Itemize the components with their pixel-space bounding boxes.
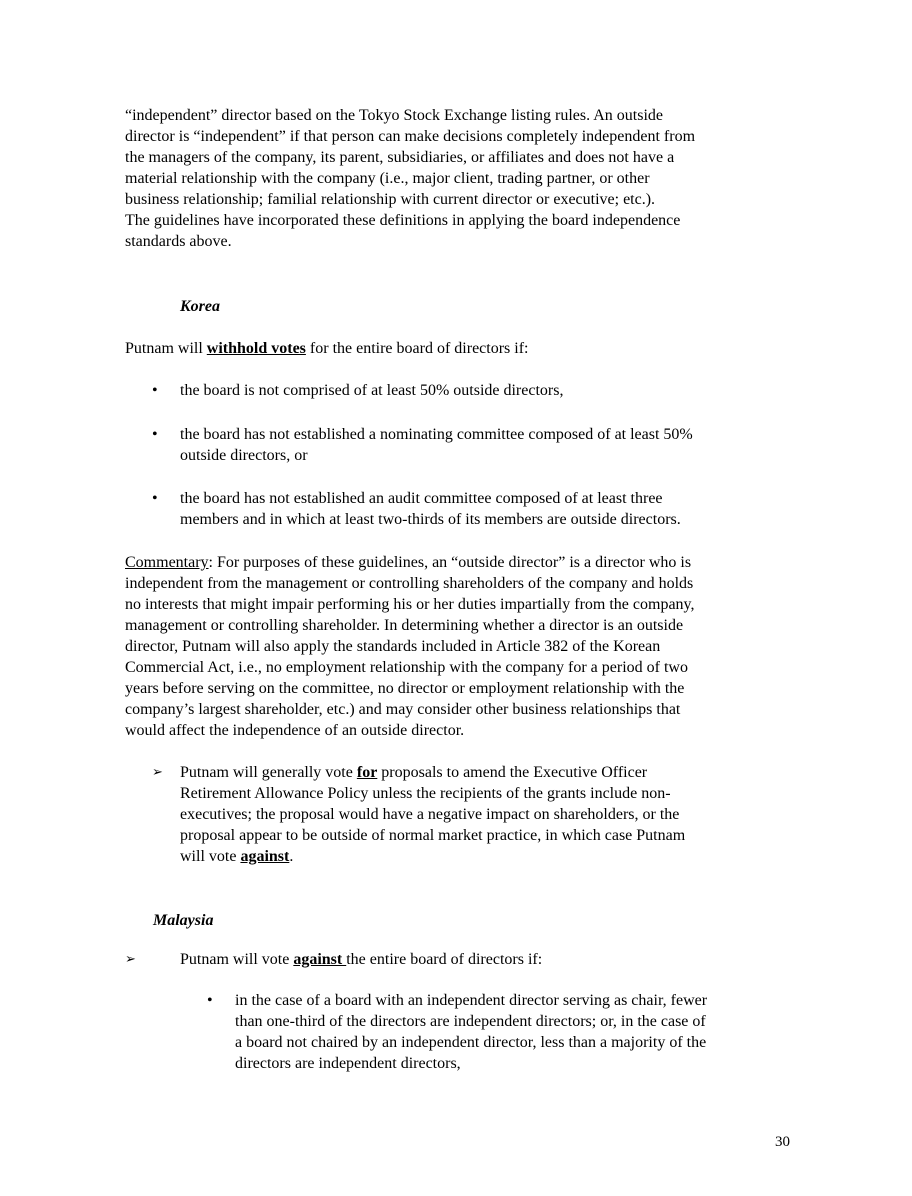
korea-lead-sentence: Putnam will withhold votes for the entire board of directors if: — [125, 340, 529, 357]
malaysia-heading: Malaysia — [153, 912, 214, 929]
korea-heading: Korea — [180, 298, 220, 315]
bullet-icon: • — [152, 426, 158, 443]
for-emphasis: for — [356, 764, 378, 781]
korea-bullet-text: the board has not established an audit committee composed of at least three members and in which at least two-thirds of its members are outside directors. — [180, 490, 681, 528]
arrow-bullet-icon: ➢ — [125, 952, 136, 967]
bullet-icon: • — [152, 490, 158, 507]
intro-paragraph: “independent” director based on the Tokyo Stock Exchange listing rules. An outside director is “independent” if that person can make decisions completely independent from the managers of the company, its parent, subsidiaries, or affiliates and does not have a material relationship with the company (i.e., major client, trading partner, or other business relationship; familial relationship with current director or executive; etc.). The guidelines have incorporated these definitions in applying the board independence standards above. — [125, 107, 696, 250]
korea-arrow-text: Putnam will generally vote for proposals to amend the Executive Officer Retirement Allowance Policy unless the recipients of the grants include non- executives; the proposal would have a negative impact on shareholders, or the proposal appear to be outside of normal market practice, in which case Putnam will vote against. — [180, 764, 686, 865]
withhold-votes-emphasis: withhold votes — [206, 340, 306, 357]
malaysia-bullet-text: in the case of a board with an independent director serving as chair, fewer than one-third of the directors are independent directors; or, in the case of a board not chaired by an independent director, less than a majority of the directors are independent directors, — [235, 992, 708, 1072]
korea-bullet-text: the board is not comprised of at least 50% outside directors, — [180, 382, 564, 399]
bullet-icon: • — [152, 382, 158, 399]
against-emphasis: against — [293, 951, 347, 968]
arrow-bullet-icon: ➢ — [152, 765, 163, 780]
page-number: 30 — [775, 1134, 790, 1150]
malaysia-arrow-text: Putnam will vote against the entire board of directors if: — [180, 951, 543, 968]
commentary-label: Commentary — [125, 554, 209, 571]
against-emphasis: against — [240, 848, 290, 865]
korea-commentary-paragraph: Commentary: For purposes of these guidelines, an “outside director” is a director who is independent from the management or controlling shareholders of the company and holds no interests that might impair performing his or her duties impartially from the company, management or controlling shareholder. In determining whether a director is an outside director, Putnam will also apply the standards included in Article 382 of the Korean Commercial Act, i.e., no employment relationship with the company for a period of two years before serving on the committee, no director or employment relationship with the company’s largest shareholder, etc.) and may consider other business relationships that would affect the independence of an outside director. — [125, 554, 695, 739]
bullet-icon: • — [207, 992, 213, 1009]
korea-bullet-text: the board has not established a nominating committee composed of at least 50% outside directors, or — [180, 426, 693, 464]
